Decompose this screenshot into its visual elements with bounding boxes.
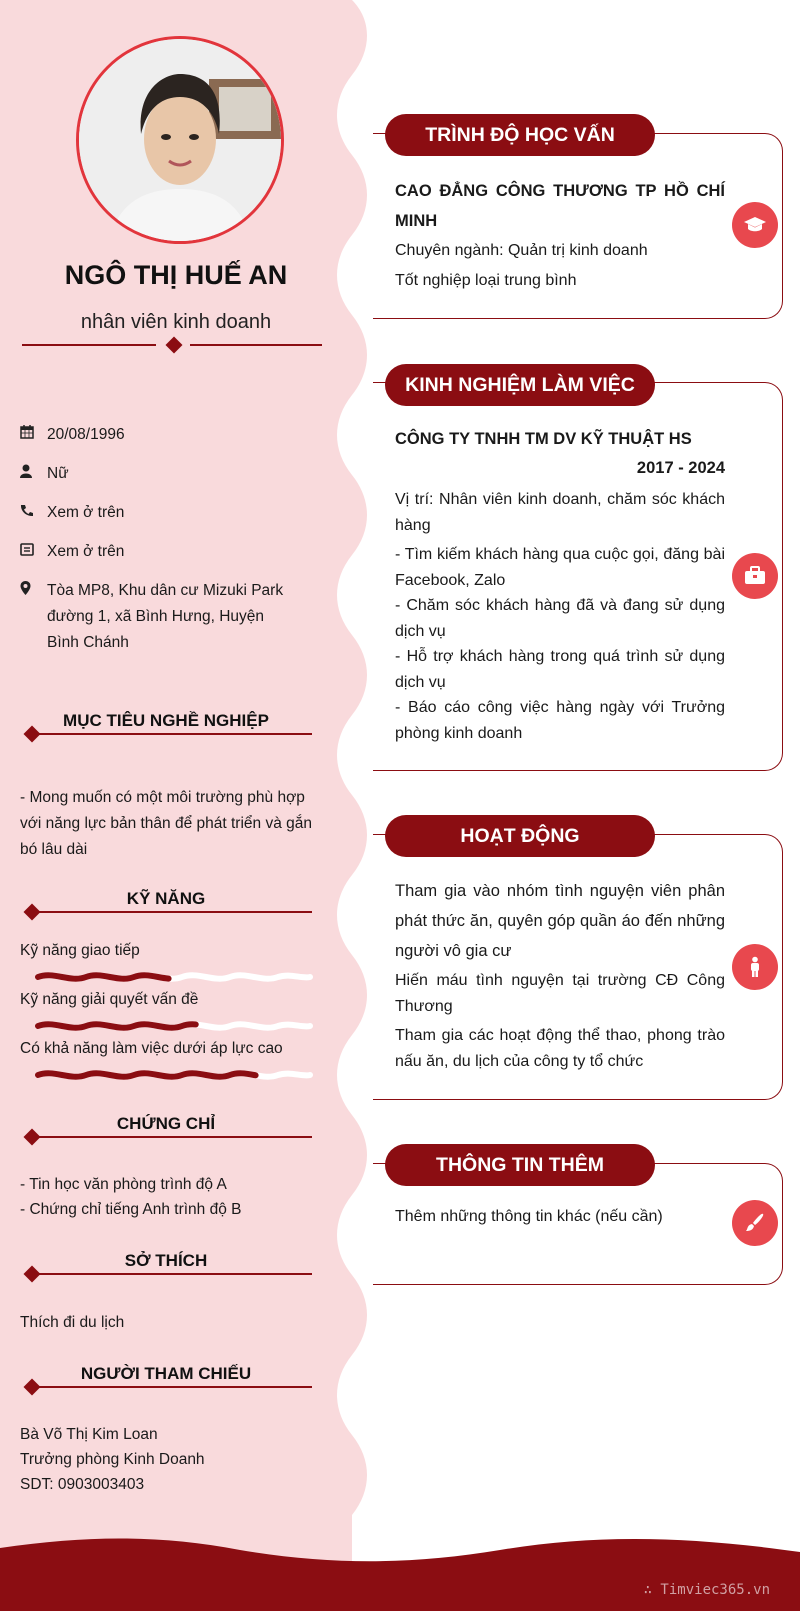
activities-title: HOẠT ĐỘNG	[385, 815, 655, 857]
brush-icon	[732, 1200, 778, 1246]
objective-title: MỤC TIÊU NGHỀ NGHIỆP	[63, 711, 269, 730]
experience-company: CÔNG TY TNHH TM DV KỸ THUẬT HS	[395, 430, 692, 448]
address-row	[20, 578, 300, 656]
hobbies-divider	[28, 1273, 312, 1275]
experience-title: KINH NGHIỆM LÀM VIỆC	[385, 364, 655, 406]
experience-period: 2017 - 2024	[636, 459, 725, 477]
education-major: Chuyên ngành: Quản trị kinh doanh	[395, 242, 648, 259]
reference-line: Trưởng phòng Kinh Doanh	[20, 1451, 205, 1468]
education-school: CAO ĐẲNG CÔNG THƯƠNG TP HỒ CHÍ MINH	[395, 182, 725, 230]
reference-line: Bà Võ Thị Kim Loan	[20, 1426, 158, 1443]
skills-divider	[28, 911, 312, 913]
skill-bar	[34, 1068, 314, 1082]
certificates-title: CHỨNG CHỈ	[116, 1114, 216, 1133]
skill-bar	[34, 970, 314, 984]
calendar-icon	[20, 422, 47, 448]
experience-position: Vị trí: Nhân viên kinh doanh, chăm sóc khách hàng	[395, 491, 725, 534]
reference-line: SDT: 0903003403	[20, 1476, 145, 1493]
education-title: TRÌNH ĐỘ HỌC VẤN	[385, 114, 655, 156]
references-title: NGƯỜI THAM CHIẾU	[80, 1364, 252, 1383]
graduation-cap-icon	[732, 202, 778, 248]
phone-row	[20, 500, 320, 526]
references-divider	[28, 1386, 312, 1388]
experience-duty: - Tìm kiếm khách hàng qua cuộc gọi, đăng bài Facebook, Zalo	[395, 546, 725, 589]
email-row	[20, 539, 320, 565]
phone: Xem ở trên	[47, 504, 125, 521]
briefcase-icon	[732, 553, 778, 599]
job-title: nhân viên kinh doanh	[80, 311, 272, 333]
activity-item: Tham gia vào nhóm tình nguyện viên phân phát thức ăn, quyên góp quần áo đến những người vô gia cư	[395, 882, 725, 960]
activity-item: Tham gia các hoạt động thể thao, phong trào nấu ăn, du lịch của công ty tổ chức	[395, 1027, 725, 1070]
education-result: Tốt nghiệp loại trung bình	[395, 272, 577, 289]
experience-duty: - Báo cáo công việc hàng ngày với Trưởng phòng kinh doanh	[395, 699, 725, 742]
activity-item: Hiến máu tình nguyện tại trường CĐ Công Thương	[395, 972, 725, 1015]
objective-divider	[28, 733, 312, 735]
hobbies-title: SỞ THÍCH	[124, 1251, 208, 1270]
gender-row	[20, 461, 320, 487]
certificates-divider	[28, 1136, 312, 1138]
person-icon	[732, 944, 778, 990]
hobbies-text: Thích đi du lịch	[20, 1314, 125, 1331]
experience-duty: - Hỗ trợ khách hàng trong quá trình sử dụng dịch vụ	[395, 648, 725, 691]
location-icon	[20, 578, 47, 656]
footer-watermark: ∴ Timviec365.vn	[643, 1582, 770, 1598]
skills-title: KỸ NĂNG	[126, 889, 206, 908]
skill-label: Kỹ năng giải quyết vấn đề	[20, 991, 199, 1008]
additional-text: Thêm những thông tin khác (nếu cần)	[395, 1208, 663, 1225]
objective-text: - Mong muốn có một môi trường phù hợp với năng lực bản thân để phát triển và gắn bó lâu dài	[20, 789, 312, 858]
birthdate: 20/08/1996	[47, 426, 125, 443]
skill-label: Có khả năng làm việc dưới áp lực cao	[20, 1040, 283, 1057]
footer-wave	[0, 1538, 800, 1611]
phone-icon	[20, 500, 47, 526]
skill-label: Kỹ năng giao tiếp	[20, 942, 140, 959]
user-icon	[20, 461, 47, 487]
skill-bar	[34, 1019, 314, 1033]
email-icon	[20, 539, 47, 565]
certificate-item: - Tin học văn phòng trình độ A	[20, 1176, 227, 1193]
avatar	[76, 36, 284, 244]
experience-duty: - Chăm sóc khách hàng đã và đang sử dụng dịch vụ	[395, 597, 725, 640]
gender: Nữ	[47, 465, 69, 482]
birthdate-row	[20, 422, 320, 448]
additional-title: THÔNG TIN THÊM	[385, 1144, 655, 1186]
email: Xem ở trên	[47, 543, 125, 560]
address: Tòa MP8, Khu dân cư Mizuki Park đường 1, xã Bình Hưng, Huyện Bình Chánh	[47, 582, 284, 651]
certificate-item: - Chứng chỉ tiếng Anh trình độ B	[20, 1201, 242, 1218]
name-divider	[22, 344, 322, 346]
candidate-name: NGÔ THỊ HUẾ AN	[64, 260, 288, 290]
